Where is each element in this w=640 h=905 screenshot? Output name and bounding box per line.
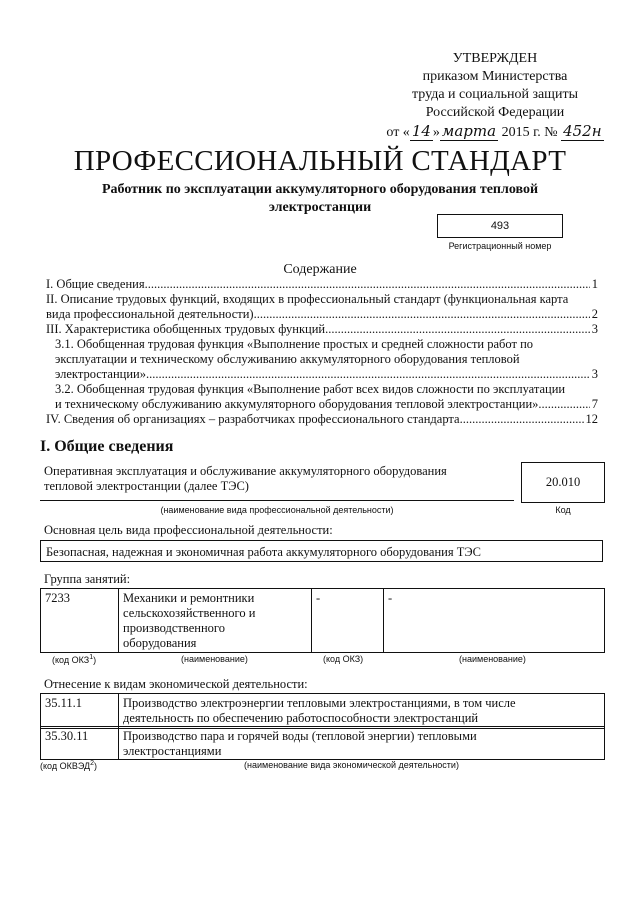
- activity-line: тепловой электростанции (далее ТЭС): [44, 479, 249, 493]
- approval-date-line: [370, 122, 620, 142]
- toc-page: 3: [591, 367, 598, 381]
- approval-line: труда и социальной защиты: [412, 87, 578, 102]
- toc-item-text: и техническому обслуживанию аккумуляторного оборудования тепловой электростанции»: [55, 397, 539, 411]
- approval-block: [370, 50, 620, 142]
- toc-item[interactable]: [46, 292, 598, 322]
- approval-line: приказом Министерства: [422, 69, 568, 84]
- activity-code-box: 20.010: [521, 462, 605, 503]
- group-code-cell: 7233: [41, 589, 119, 652]
- econ-row: [40, 693, 605, 729]
- date-day: 14: [411, 122, 431, 140]
- activity-line: Оперативная эксплуатация и обслуживание аккумуляторного оборудования: [44, 464, 447, 478]
- toc-item[interactable]: [46, 322, 598, 337]
- econ-name-line: Производство электроэнергии тепловыми электростанциями, в том числе: [123, 696, 516, 710]
- date-prefix: от «: [386, 125, 410, 140]
- subtitle-line: Работник по эксплуатации аккумуляторного оборудования тепловой: [101, 182, 539, 197]
- econ-caption-code: (код ОКВЭД$^2$): [40, 760, 98, 771]
- toc-item[interactable]: [46, 412, 598, 427]
- econ-code-cell: 35.30.11: [41, 727, 119, 759]
- activity-underline: [40, 500, 514, 501]
- group-label: Группа занятий:: [44, 572, 131, 586]
- contents-heading: Содержание: [283, 262, 357, 277]
- toc-leader: [325, 322, 590, 337]
- group-code2-cell: -: [312, 589, 384, 652]
- date-month: марта: [441, 122, 497, 140]
- toc-item-text: III. Характеристика обобщенных трудовых функций: [46, 322, 326, 336]
- toc-item-text: 3.1. Обобщенная трудовая функция «Выполнение простых и средней сложности работ по: [55, 337, 534, 351]
- toc-page: 2: [591, 307, 598, 321]
- econ-caption-name: (наименование вида экономической деятельности): [244, 760, 459, 770]
- date-year: 2015 г. №: [501, 125, 558, 140]
- goal-label: Основная цель вида профессиональной деятельности:: [44, 523, 333, 537]
- toc-leader: [145, 277, 590, 292]
- toc-item-text: II. Описание трудовых функций, входящих в профессиональный стандарт (функциональная карта: [46, 292, 569, 306]
- date-mid: »: [432, 125, 440, 140]
- group-table: [40, 588, 605, 653]
- econ-name-cell: [119, 727, 604, 759]
- toc-page: 1: [591, 277, 598, 291]
- approval-line: Российской Федерации: [425, 105, 565, 120]
- section-heading: I. Общие сведения: [40, 438, 174, 455]
- group-name-line: Механики и ремонтники: [123, 591, 255, 605]
- order-number: 452н: [563, 122, 602, 140]
- group-name-line: оборудования: [123, 636, 197, 650]
- group-caption-name: (наименование): [181, 654, 248, 664]
- registration-caption: Регистрационный номер: [448, 241, 552, 251]
- activity-caption: (наименование вида профессиональной деятельности): [160, 505, 394, 515]
- group-name-cell: [119, 589, 312, 652]
- toc-page: 3: [591, 322, 598, 336]
- group-caption-name2: (наименование): [459, 654, 526, 664]
- approval-line: УТВЕРЖДЕН: [452, 51, 538, 66]
- toc-item-text: электростанции»: [55, 367, 146, 381]
- group-name-line: производственного: [123, 621, 225, 635]
- toc-leader: [254, 307, 590, 322]
- registration-number-box: 493: [437, 214, 563, 238]
- group-name2-cell: -: [388, 591, 393, 605]
- toc-item[interactable]: [46, 277, 598, 292]
- econ-name-line: деятельность по обеспечению работоспособности электростанций: [123, 711, 479, 725]
- toc-leader: [146, 367, 590, 382]
- toc-item-text: 3.2. Обобщенная трудовая функция «Выполнение работ всех видов сложности по эксплуатации: [55, 382, 566, 396]
- activity-name: [44, 464, 514, 494]
- toc-leader: [538, 397, 589, 412]
- toc-item[interactable]: [55, 337, 598, 382]
- document-subtitle: [60, 181, 580, 217]
- toc-item-text: IV. Сведения об организациях – разработчиках профессионального стандарта: [46, 412, 460, 426]
- toc-page: 7: [591, 397, 598, 411]
- econ-label: Отнесение к видам экономической деятельности:: [44, 677, 308, 691]
- goal-box: Безопасная, надежная и экономичная работа аккумуляторного оборудования ТЭС: [40, 540, 603, 562]
- code-caption: Код: [555, 505, 571, 515]
- econ-name-line: Производство пара и горячей воды (тепловой энергии) тепловыми: [123, 729, 477, 743]
- toc-item-text: вида профессиональной деятельности): [46, 307, 254, 321]
- group-caption-code2: (код ОКЗ): [323, 654, 364, 664]
- econ-code-cell: 35.11.1: [41, 694, 119, 728]
- econ-name-line: электростанциями: [123, 744, 222, 758]
- econ-row: [40, 726, 605, 760]
- toc-item-text: I. Общие сведения: [46, 277, 145, 291]
- toc-item-text: эксплуатации и техническому обслуживанию аккумуляторного оборудования тепловой: [55, 352, 520, 366]
- toc-page: 12: [585, 412, 598, 426]
- group-caption-code: (код ОКЗ$^1$): [52, 654, 97, 665]
- subtitle-line: электростанции: [268, 200, 372, 215]
- document-title: ПРОФЕССИОНАЛЬНЫЙ СТАНДАРТ: [73, 145, 567, 177]
- toc-item[interactable]: [55, 382, 598, 412]
- toc-leader: [460, 412, 584, 427]
- group-name-line: сельскохозяйственного и: [123, 606, 256, 620]
- econ-name-cell: [119, 694, 604, 728]
